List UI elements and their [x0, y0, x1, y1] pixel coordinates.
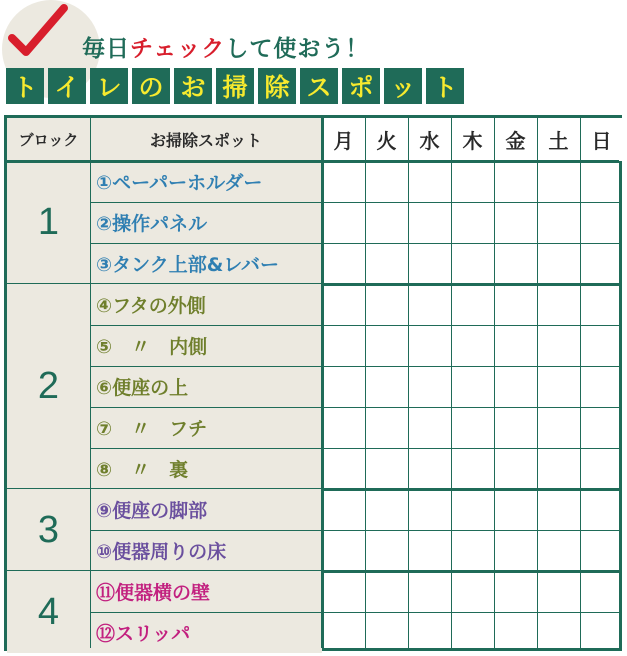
check-box[interactable]: [494, 202, 537, 243]
day-divider: [494, 118, 495, 648]
cleaning-spot-label: ⑪便器横の壁: [90, 571, 322, 612]
title-char: 除: [258, 68, 296, 104]
title-char: の: [132, 68, 170, 104]
check-box[interactable]: [580, 284, 623, 325]
check-box[interactable]: [408, 489, 451, 530]
day-divider: [451, 118, 452, 648]
cleaning-spot-label: ②操作パネル: [90, 202, 322, 243]
day-divider: [408, 118, 409, 648]
check-box[interactable]: [580, 325, 623, 366]
check-box[interactable]: [365, 571, 408, 612]
check-box[interactable]: [365, 366, 408, 407]
page-title: [6, 68, 464, 104]
check-box[interactable]: [537, 243, 580, 284]
column-header-day: 月: [322, 118, 365, 161]
check-box[interactable]: [322, 489, 365, 530]
row-divider: [90, 366, 619, 367]
column-header-day: 水: [408, 118, 451, 161]
check-box[interactable]: [537, 284, 580, 325]
check-box[interactable]: [494, 448, 537, 489]
check-box[interactable]: [580, 366, 623, 407]
check-box[interactable]: [537, 161, 580, 202]
check-box[interactable]: [537, 571, 580, 612]
cleaning-spot-label: ⑦ 〃 フチ: [90, 407, 322, 448]
check-box[interactable]: [408, 284, 451, 325]
title-char: ト: [426, 68, 464, 104]
check-box[interactable]: [494, 325, 537, 366]
column-divider: [90, 118, 91, 648]
check-box[interactable]: [537, 325, 580, 366]
title-char: ッ: [384, 68, 422, 104]
check-mark-icon: [6, 2, 70, 62]
check-box[interactable]: [494, 489, 537, 530]
check-box[interactable]: [537, 202, 580, 243]
check-box[interactable]: [580, 161, 623, 202]
block-number: 3: [7, 489, 90, 571]
column-header-spot: お掃除スポット: [90, 118, 322, 161]
cleaning-spot-label: ⑥便座の上: [90, 366, 322, 407]
check-box[interactable]: [451, 571, 494, 612]
block-number: 4: [7, 571, 90, 653]
block-number: 2: [7, 284, 90, 489]
check-box[interactable]: [451, 161, 494, 202]
check-box[interactable]: [580, 202, 623, 243]
check-box[interactable]: [537, 530, 580, 571]
check-box[interactable]: [408, 243, 451, 284]
check-box[interactable]: [494, 284, 537, 325]
check-box[interactable]: [322, 284, 365, 325]
check-box[interactable]: [322, 325, 365, 366]
check-box[interactable]: [322, 243, 365, 284]
check-box[interactable]: [408, 571, 451, 612]
check-box[interactable]: [408, 366, 451, 407]
title-char: イ: [48, 68, 86, 104]
check-box[interactable]: [494, 530, 537, 571]
check-box[interactable]: [451, 202, 494, 243]
check-box[interactable]: [537, 448, 580, 489]
check-box[interactable]: [365, 161, 408, 202]
row-divider: [90, 202, 619, 203]
check-box[interactable]: [494, 366, 537, 407]
column-header-day: 金: [494, 118, 537, 161]
check-box[interactable]: [322, 571, 365, 612]
check-box[interactable]: [537, 366, 580, 407]
block-number: 1: [7, 161, 90, 284]
check-box[interactable]: [451, 284, 494, 325]
row-divider: [90, 325, 619, 326]
row-divider: [90, 243, 619, 244]
check-box[interactable]: [322, 407, 365, 448]
column-header-block: ブロック: [7, 118, 90, 161]
check-box[interactable]: [580, 571, 623, 612]
check-box[interactable]: [451, 530, 494, 571]
day-divider: [580, 118, 581, 648]
check-box[interactable]: [580, 407, 623, 448]
check-box[interactable]: [537, 407, 580, 448]
title-char: 掃: [216, 68, 254, 104]
header-divider: [7, 160, 619, 163]
check-box[interactable]: [322, 202, 365, 243]
check-box[interactable]: [408, 202, 451, 243]
check-box[interactable]: [580, 530, 623, 571]
check-box[interactable]: [365, 530, 408, 571]
check-box[interactable]: [451, 448, 494, 489]
cleaning-spot-label: ①ペーパーホルダー: [90, 161, 322, 202]
cleaning-spot-label: ⑩便器周りの床: [90, 530, 322, 571]
cleaning-spot-label: ⑧ 〃 裏: [90, 448, 322, 489]
cleaning-spot-label: ③タンク上部&レバー: [90, 243, 322, 284]
cleaning-spot-label: ④フタの外側: [90, 284, 322, 325]
check-box[interactable]: [580, 243, 623, 284]
column-divider: [321, 118, 324, 648]
title-char: ス: [300, 68, 338, 104]
check-box[interactable]: [322, 530, 365, 571]
cleaning-spot-label: ⑨便座の脚部: [90, 489, 322, 530]
check-box[interactable]: [451, 366, 494, 407]
check-box[interactable]: [494, 571, 537, 612]
row-divider: [90, 407, 619, 408]
check-box[interactable]: [408, 407, 451, 448]
check-box[interactable]: [494, 243, 537, 284]
check-box[interactable]: [408, 530, 451, 571]
check-box[interactable]: [537, 489, 580, 530]
check-box[interactable]: [322, 366, 365, 407]
check-box[interactable]: [365, 243, 408, 284]
check-box[interactable]: [365, 407, 408, 448]
check-box[interactable]: [451, 325, 494, 366]
check-box[interactable]: [408, 161, 451, 202]
subtitle: 毎日チェックして使おう！: [82, 36, 370, 62]
checklist-table: [4, 115, 622, 651]
day-divider: [537, 118, 538, 648]
title-char: ポ: [342, 68, 380, 104]
subtitle-accent: チェック: [130, 36, 226, 62]
cleaning-spot-label: ⑫スリッパ: [90, 612, 322, 653]
row-divider: [90, 448, 619, 449]
column-header-day: 日: [580, 118, 623, 161]
check-box[interactable]: [365, 489, 408, 530]
check-box[interactable]: [365, 448, 408, 489]
check-box[interactable]: [580, 489, 623, 530]
check-box[interactable]: [365, 325, 408, 366]
title-char: ト: [6, 68, 44, 104]
check-box[interactable]: [322, 612, 365, 653]
check-box[interactable]: [365, 284, 408, 325]
check-box[interactable]: [494, 612, 537, 653]
row-divider: [90, 530, 619, 531]
check-box[interactable]: [365, 612, 408, 653]
check-box[interactable]: [580, 448, 623, 489]
check-box[interactable]: [451, 489, 494, 530]
check-box[interactable]: [408, 448, 451, 489]
check-box[interactable]: [494, 407, 537, 448]
check-box[interactable]: [451, 243, 494, 284]
check-box[interactable]: [494, 161, 537, 202]
check-box[interactable]: [408, 325, 451, 366]
check-box[interactable]: [365, 202, 408, 243]
check-box[interactable]: [451, 612, 494, 653]
title-char: お: [174, 68, 212, 104]
day-divider: [365, 118, 366, 648]
column-header-day: 火: [365, 118, 408, 161]
cleaning-spot-label: ⑤ 〃 内側: [90, 325, 322, 366]
title-char: レ: [90, 68, 128, 104]
column-header-day: 土: [537, 118, 580, 161]
check-box[interactable]: [322, 161, 365, 202]
check-box[interactable]: [408, 612, 451, 653]
check-box[interactable]: [537, 612, 580, 653]
check-box[interactable]: [580, 612, 623, 653]
check-box[interactable]: [322, 448, 365, 489]
column-header-day: 木: [451, 118, 494, 161]
row-divider: [90, 612, 619, 613]
check-box[interactable]: [451, 407, 494, 448]
